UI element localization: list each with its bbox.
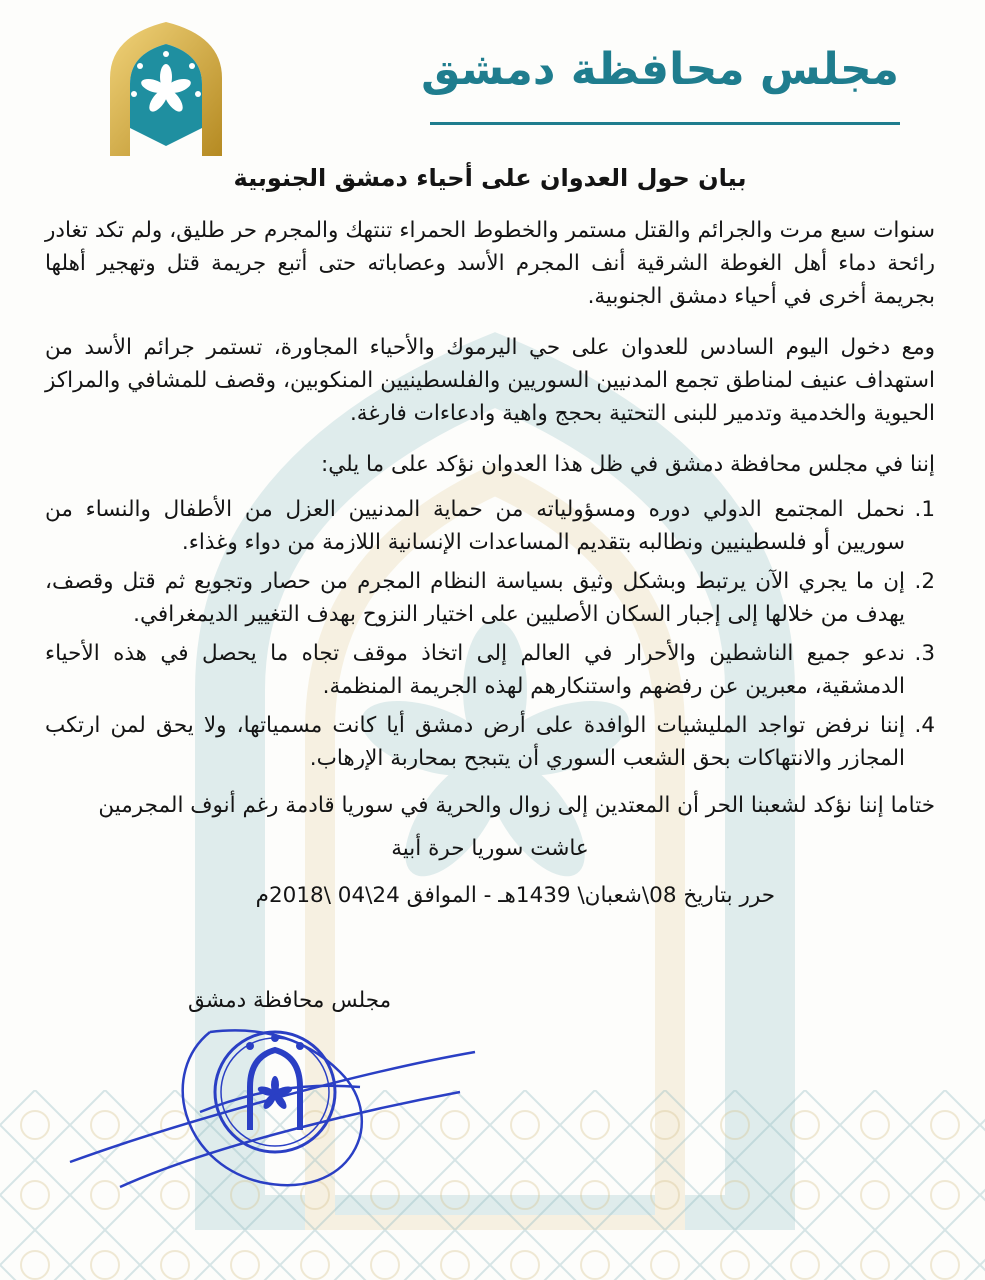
point-number: 1. (914, 497, 935, 522)
point-number: 2. (914, 569, 935, 594)
list-item (45, 637, 935, 703)
logo-icon (96, 18, 236, 158)
point-text: نحمل المجتمع الدولي دوره ومسؤولياته من حماية المدنيين العزل من الأطفال والنساء من سوريين أو فلسطينيين ونطالبه بتقديم المساعدات الإنسانية اللازمة من دواء وغذاء. (45, 497, 905, 555)
header-divider (430, 122, 900, 125)
signatory-name: مجلس محافظة دمشق (188, 988, 392, 1013)
paragraph-1: سنوات سبع مرت والجرائم والقتل مستمر والخطوط الحمراء تنتهك والمجرم حر طليق، ولم تكد تغادر رائحة دماء أهل الغوطة الشرقية أنف المجرم الأسد وعصاباته حتى أتبع جريمة قتل وتهجير أهلها بجريمة أخرى في أحياء دمشق الجنوبية. (45, 218, 935, 309)
statement-body (45, 160, 935, 908)
document-title: بيان حول العدوان على أحياء دمشق الجنوبية (233, 164, 747, 192)
points-intro: إننا في مجلس محافظة دمشق في ظل هذا العدوان نؤكد على ما يلي: (320, 452, 935, 477)
point-number: 4. (914, 713, 935, 738)
list-item (45, 493, 935, 559)
organization-name: مجلس محافظة دمشق (421, 44, 899, 95)
paragraph-2: ومع دخول اليوم السادس للعدوان على حي اليرموك والأحياء المجاورة، تستمر جرائم الأسد من استهداف عنيف لمناطق تجمع المدنيين السوريين والفلسطينيين المنكوبين، وقصف للمشافي والمراكز الحيوية والخدمية وتدمير للبنى التحتية بحجج واهية وادعاءات فارغة. (45, 335, 935, 426)
date-line: حرر بتاريخ 08\شعبان\ 1439هـ - الموافق 24\04 \2018م (255, 883, 775, 908)
list-item (45, 565, 935, 631)
slogan: عاشت سوريا حرة أبية (391, 836, 589, 861)
point-number: 3. (914, 641, 935, 666)
point-text: إن ما يجري الآن يرتبط وبشكل وثيق بسياسة النظام المجرم من حصار وتجويع ثم قتل وقصف، يهدف من خلالها إلى إجبار السكان الأصليين على اختيار النزوح بهدف التغيير الديمغرافي. (45, 569, 905, 627)
list-item (45, 709, 935, 775)
stamp-icon (60, 1012, 480, 1202)
closing-statement: ختاما إننا نؤكد لشعبنا الحر أن المعتدين إلى زوال والحرية في سوريا قادمة رغم أنوف المجرمين (98, 793, 935, 818)
point-text: إننا نرفض تواجد المليشيات الوافدة على أرض دمشق أيا كانت مسمياتها، ولا يحق لمن ارتكب المجازر والانتهاكات بحق الشعب السوري أن يتبجح بمحاربة الإرهاب. (45, 713, 905, 771)
points-list (45, 493, 935, 775)
point-text: ندعو جميع الناشطين والأحرار في العالم إلى اتخاذ موقف تجاه ما يحصل في هذه الأحياء الدمشقية، معبرين عن رفضهم واستنكارهم لهذه الجريمة المنظمة. (45, 641, 905, 699)
